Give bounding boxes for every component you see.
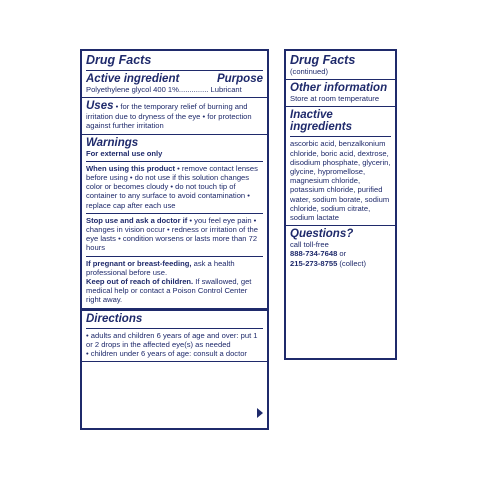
inactive-ingredients-text: ascorbic acid, benzalkonium chloride, boric acid, dextrose, disodium phosphate, glycerin, glycine, hypromellose, magnesium chloride, potassium chloride, purified water, sodium borate, sodium chloride, sodium citrate, sodium lactate [290, 139, 391, 223]
phone-line-2 [290, 259, 391, 268]
direction-item: • adults and children 6 years of age and over: put 1 or 2 drops in the affected eye(s) as needed [86, 330, 258, 349]
keep-out-paragraph [86, 277, 263, 305]
warnings-title: Warnings [86, 136, 139, 149]
phone-number-2[interactable]: 215-273-8755 [290, 258, 338, 268]
keep-out-label: Keep out of reach of children. [86, 277, 194, 287]
inactive-ingredients-section [286, 107, 395, 226]
collect-text: (collect) [337, 258, 366, 268]
when-using-label: When using this product [86, 163, 176, 173]
stop-use-label: Stop use and ask a doctor if [86, 215, 188, 225]
drug-facts-title: Drug Facts [86, 53, 152, 67]
continued-header-section [286, 51, 395, 80]
continued-label: (continued) [290, 67, 328, 76]
other-information-title: Other information [290, 82, 388, 95]
questions-title: Questions? [290, 228, 354, 241]
divider [86, 256, 263, 257]
active-ingredient-label: Active ingredient [86, 73, 180, 85]
drug-facts-right-panel [284, 49, 397, 360]
uses-paragraph [86, 100, 263, 130]
pregnant-paragraph [86, 259, 263, 277]
direction-item: • children under 6 years of age: consult a doctor [86, 349, 247, 359]
directions-title: Directions [86, 312, 143, 325]
other-information-section [286, 80, 395, 107]
ingredient-line: Polyethylene glycol 400 1%.............. Lubricant [86, 85, 242, 94]
external-use-text: For external use only [86, 148, 163, 158]
when-using-text: • remove contact lenses before using • do not use if this solution changes color or becomes cloudy • do not touch tip of container to any surface to avoid contamination • replace cap after each use [86, 163, 258, 210]
divider [290, 136, 391, 137]
active-ingredient-section [82, 51, 267, 98]
other-information-text: Store at room temperature [290, 94, 380, 104]
drug-facts-left-panel [80, 49, 269, 430]
drug-facts-title-continued: Drug Facts [290, 53, 356, 67]
directions-section [82, 311, 267, 363]
uses-title: Uses [86, 100, 114, 113]
call-toll-free-text: call toll-free [290, 240, 329, 250]
phone-number-1[interactable]: 888-734-7648 [290, 249, 338, 259]
uses-section [82, 98, 267, 134]
divider [86, 161, 263, 162]
purpose-label: Purpose [216, 73, 263, 85]
pregnant-label: If pregnant or breast-feeding, [86, 258, 192, 268]
pregnant-text: ask a health professional before use. [86, 258, 235, 277]
or-text: or [337, 249, 347, 259]
when-using-paragraph [86, 164, 263, 210]
right-triangle-icon [257, 408, 263, 418]
divider [86, 70, 263, 71]
inactive-ingredients-title: Inactive ingredients [290, 109, 352, 134]
stop-use-paragraph [86, 216, 263, 253]
warnings-section [82, 135, 267, 311]
phone-line-1 [290, 249, 391, 258]
active-ingredient-header [86, 73, 263, 85]
divider [86, 328, 263, 329]
divider [86, 213, 263, 214]
keep-out-text: If swallowed, get medical help or contact a Poison Control Center right away. [86, 277, 252, 305]
uses-text: • for the temporary relief of burning and irritation due to dryness of the eye • for protection against further irritation [86, 102, 252, 131]
stop-use-text: • you feel eye pain • changes in vision occur • redness or irritation of the eye lasts • condition worsens or lasts more than 72 hours [86, 215, 258, 253]
questions-section [286, 226, 395, 271]
